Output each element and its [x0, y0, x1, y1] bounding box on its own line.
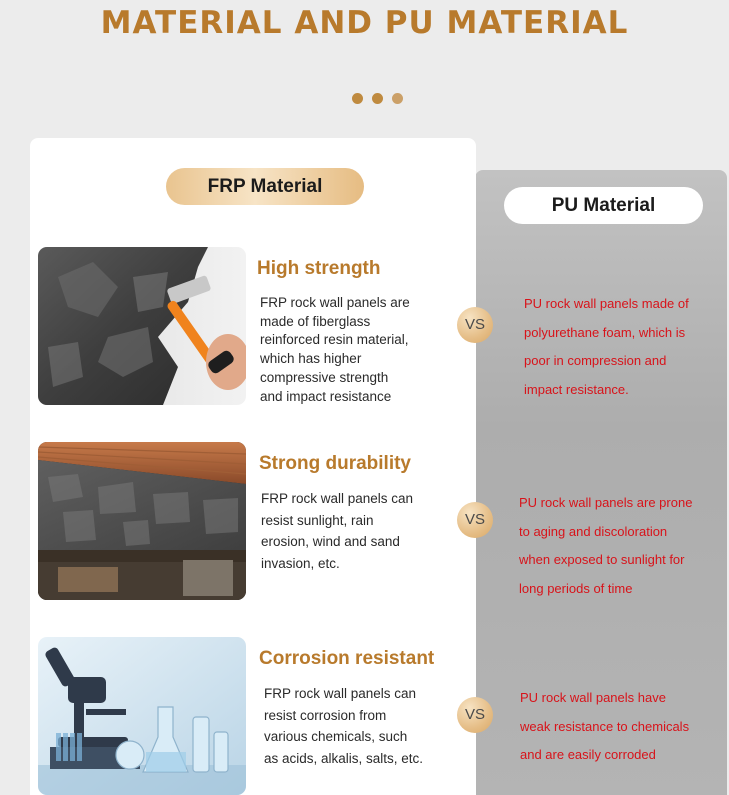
page-title: MATERIAL AND PU MATERIAL — [100, 5, 629, 41]
frp-description: FRP rock wall panels can resist sunlight, rain erosion, wind and sand invasion, etc. — [261, 491, 414, 572]
rock-hammer-image — [38, 247, 246, 405]
pu-description: PU rock wall panels have weak resistance to chemicals and are easily corroded — [520, 690, 690, 762]
feature-heading: Strong durability — [259, 453, 411, 474]
pu-material-badge: PU Material — [504, 187, 703, 224]
pu-description: PU rock wall panels made of polyurethane foam, which is poor in compression and impact resistance. — [524, 296, 689, 397]
vs-badge: VS — [457, 502, 493, 538]
feature-heading: Corrosion resistant — [259, 648, 435, 669]
feature-heading: High strength — [257, 258, 381, 279]
rock-wall-building-image — [38, 442, 246, 600]
carousel-dot[interactable] — [392, 93, 403, 104]
carousel-dots — [352, 93, 403, 104]
laboratory-image — [38, 637, 246, 795]
carousel-dot[interactable] — [372, 93, 383, 104]
vs-badge: VS — [457, 307, 493, 343]
carousel-dot[interactable] — [352, 93, 363, 104]
frp-description: FRP rock wall panels can resist corrosion from various chemicals, such as acids, alkalis, salts, etc. — [264, 686, 424, 767]
pu-description: PU rock wall panels are prone to aging and discoloration when exposed to sunlight for long periods of time — [519, 495, 693, 596]
frp-description: FRP rock wall panels are made of fiberglass reinforced resin material, which has higher compressive strength and impact resistance — [260, 295, 410, 404]
vs-badge: VS — [457, 697, 493, 733]
frp-material-badge: FRP Material — [166, 168, 364, 205]
